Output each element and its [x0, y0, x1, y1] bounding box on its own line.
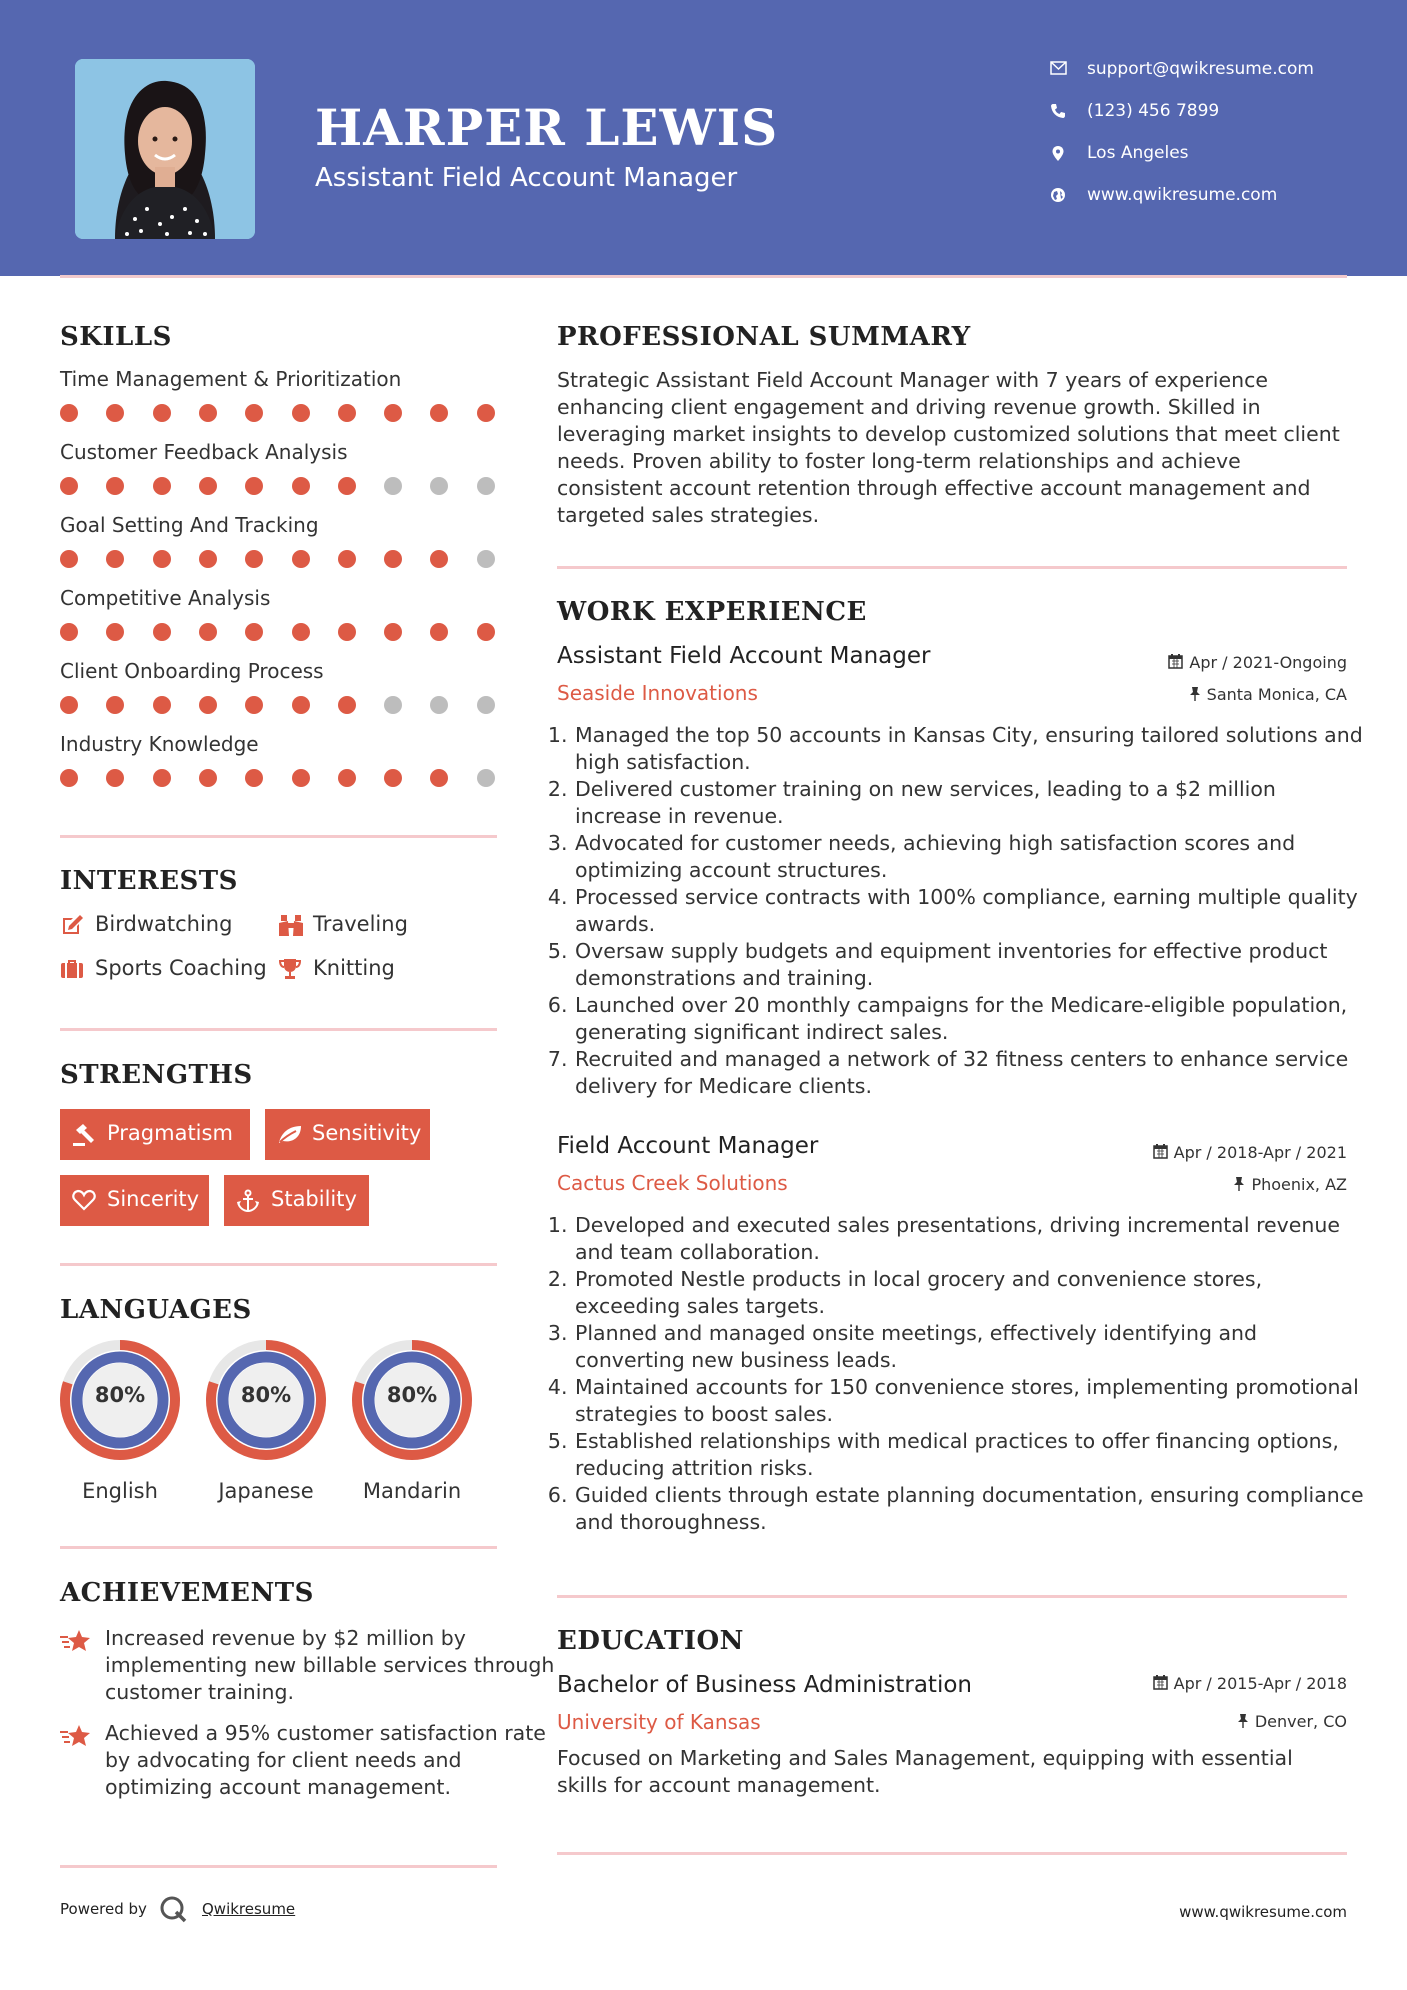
rating-dot-filled [430, 550, 448, 568]
summary-title: PROFESSIONAL SUMMARY [557, 322, 971, 352]
language-percent: 80% [240, 1383, 292, 1407]
envelope-icon [1050, 61, 1067, 75]
job-location [1189, 685, 1347, 704]
strength-sensitivity [265, 1109, 430, 1160]
interest-label: Knitting [313, 956, 395, 980]
footer-website[interactable]: www.qwikresume.com [1179, 1903, 1347, 1921]
powered-by [60, 1900, 296, 1918]
star-badge-icon [60, 1628, 92, 1654]
rating-dot-filled [153, 623, 171, 641]
skill-rating [60, 623, 500, 643]
briefcase-icon [60, 958, 84, 980]
responsibility-item: 7. Recruited and managed a network of 32 fitness centers to enhance service delivery for Medicare clients. [574, 1046, 1364, 1100]
interests-divider [60, 1028, 497, 1031]
rating-dot-filled [60, 769, 78, 787]
job-responsibilities [557, 722, 1364, 1100]
job-location [1233, 1175, 1347, 1194]
summary-text: Strategic Assistant Field Account Manager with 7 years of experience enhancing client engagement and driving revenue growth. Skilled in leveraging market insights to develop customized solutions that meet client needs. Proven ability to foster long-term relationships and achieve consistent account retention through effective account management and targeted sales strategies. [557, 368, 1340, 527]
rating-dot-filled [245, 550, 263, 568]
rating-dot-filled [430, 769, 448, 787]
education-location [1237, 1712, 1347, 1731]
language-percent: 80% [386, 1383, 438, 1407]
rating-dot-filled [199, 696, 217, 714]
achievements-title: ACHIEVEMENTS [60, 1578, 314, 1608]
rating-dot-empty [477, 696, 495, 714]
skill-label: Goal Setting And Tracking [60, 513, 319, 537]
education-text: Focused on Marketing and Sales Management, equipping with essential skills for account management. [557, 1746, 1293, 1797]
interests-title: INTERESTS [60, 866, 238, 896]
rating-dot-filled [384, 404, 402, 422]
rating-dot-filled [60, 477, 78, 495]
binoculars-icon [278, 914, 304, 938]
education-title: EDUCATION [557, 1626, 744, 1656]
education-dates [1153, 1674, 1347, 1693]
language-item [351, 1339, 473, 1503]
profile-photo [75, 59, 255, 239]
rating-dot-filled [477, 623, 495, 641]
rating-dot-filled [245, 769, 263, 787]
strengths-title: STRENGTHS [60, 1060, 253, 1090]
rating-dot-filled [245, 404, 263, 422]
strengths-divider [60, 1263, 497, 1266]
rating-dot-empty [477, 550, 495, 568]
powered-by-text: Powered by [60, 1900, 147, 1918]
rating-dot-filled [106, 623, 124, 641]
skills-divider [60, 835, 497, 838]
skill-rating [60, 550, 500, 570]
heart-icon [72, 1189, 96, 1211]
language-name: Japanese [218, 1479, 314, 1503]
rating-dot-filled [199, 550, 217, 568]
responsibility-item: 2. Delivered customer training on new services, leading to a $2 million increase in revenue. [574, 776, 1364, 830]
rating-dot-filled [153, 769, 171, 787]
responsibility-item: 4. Processed service contracts with 100% compliance, earning multiple quality awards. [574, 884, 1364, 938]
rating-dot-filled [384, 623, 402, 641]
job-dates-text: Apr / 2018-Apr / 2021 [1173, 1143, 1347, 1162]
rating-dot-filled [60, 623, 78, 641]
edit-icon [60, 914, 84, 936]
rating-dot-filled [199, 623, 217, 641]
rating-dot-filled [430, 404, 448, 422]
rating-dot-empty [477, 477, 495, 495]
globe-icon [1050, 187, 1066, 203]
pushpin-icon [1189, 686, 1201, 701]
candidate-name: HARPER LEWIS [315, 98, 779, 157]
rating-dot-filled [106, 769, 124, 787]
rating-dot-filled [153, 404, 171, 422]
header-underline [60, 275, 1347, 278]
skill-label: Industry Knowledge [60, 732, 259, 756]
language-item [205, 1339, 327, 1503]
interest-label: Sports Coaching [95, 956, 267, 980]
rating-dot-filled [106, 550, 124, 568]
rating-dot-filled [477, 404, 495, 422]
strength-label: Sensitivity [312, 1121, 422, 1145]
qwikresume-logo-icon [158, 1894, 188, 1924]
language-name: English [82, 1479, 158, 1503]
rating-dot-filled [199, 477, 217, 495]
skill-label: Competitive Analysis [60, 586, 271, 610]
skill-label: Time Management & Prioritization [60, 367, 402, 391]
rating-dot-filled [106, 477, 124, 495]
rating-dot-filled [292, 696, 310, 714]
language-name: Mandarin [362, 1479, 462, 1503]
job-title: Assistant Field Account Manager [557, 643, 931, 669]
gavel-icon [72, 1123, 96, 1147]
phone-icon [1050, 103, 1066, 119]
rating-dot-filled [106, 404, 124, 422]
responsibility-item: 5. Oversaw supply budgets and equipment inventories for effective product demonstrations and training. [574, 938, 1364, 992]
strength-label: Sincerity [107, 1187, 200, 1211]
education-location-text: Denver, CO [1254, 1712, 1347, 1731]
responsibility-item: 3. Planned and managed onsite meetings, effectively identifying and converting new business leads. [574, 1320, 1364, 1374]
rating-dot-empty [384, 477, 402, 495]
calendar-icon [1168, 654, 1183, 669]
rating-dot-filled [153, 696, 171, 714]
rating-dot-filled [245, 696, 263, 714]
rating-dot-filled [60, 404, 78, 422]
strength-stability [224, 1175, 369, 1226]
calendar-icon [1153, 1144, 1168, 1159]
contact-phone-text: (123) 456 7899 [1087, 101, 1220, 121]
rating-dot-filled [338, 696, 356, 714]
rating-dot-filled [245, 477, 263, 495]
rating-dot-filled [60, 696, 78, 714]
interest-label: Traveling [313, 912, 408, 936]
experience-divider [557, 1595, 1347, 1598]
contact-location-text: Los Angeles [1087, 143, 1189, 163]
strength-pragmatism [60, 1109, 250, 1160]
pushpin-icon [1233, 1176, 1245, 1191]
rating-dot-filled [199, 769, 217, 787]
pushpin-icon [1237, 1713, 1249, 1728]
job-company: Cactus Creek Solutions [557, 1171, 788, 1195]
achievement-text: Increased revenue by $2 million by implementing new billable services through customer training. [105, 1626, 555, 1704]
skills-title: SKILLS [60, 322, 172, 352]
anchor-icon [236, 1189, 260, 1213]
rating-dot-filled [338, 623, 356, 641]
resume-header [0, 0, 1407, 276]
job-dates [1153, 1143, 1347, 1162]
job-location-text: Santa Monica, CA [1206, 685, 1347, 704]
rating-dot-filled [338, 477, 356, 495]
leaf-icon [277, 1123, 303, 1145]
candidate-role: Assistant Field Account Manager [315, 163, 738, 193]
calendar-icon [1153, 1675, 1168, 1690]
profile-photo-image [75, 59, 255, 239]
experience-title: WORK EXPERIENCE [557, 597, 867, 627]
language-item [59, 1339, 181, 1503]
skill-rating [60, 404, 500, 424]
star-badge-icon [60, 1723, 92, 1749]
strength-sincerity [60, 1175, 209, 1226]
strength-label: Stability [271, 1187, 357, 1211]
rating-dot-empty [430, 696, 448, 714]
rating-dot-filled [292, 477, 310, 495]
rating-dot-empty [477, 769, 495, 787]
responsibility-item: 1. Developed and executed sales presentations, driving incremental revenue and team collaboration. [574, 1212, 1364, 1266]
language-percent: 80% [94, 1383, 146, 1407]
responsibility-item: 2. Promoted Nestle products in local grocery and convenience stores, exceeding sales targets. [574, 1266, 1364, 1320]
rating-dot-filled [338, 550, 356, 568]
responsibility-item: 6. Guided clients through estate planning documentation, ensuring compliance and thoroughness. [574, 1482, 1364, 1536]
contact-email-text: support@qwikresume.com [1087, 59, 1314, 79]
languages-title: LANGUAGES [60, 1295, 252, 1325]
education-dates-text: Apr / 2015-Apr / 2018 [1173, 1674, 1347, 1693]
rating-dot-filled [338, 769, 356, 787]
school-name: University of Kansas [557, 1710, 761, 1734]
contact-website-text: www.qwikresume.com [1087, 185, 1278, 205]
rating-dot-filled [292, 623, 310, 641]
qwikresume-link[interactable]: Qwikresume [202, 1900, 296, 1918]
map-pin-icon [1050, 145, 1066, 162]
rating-dot-filled [338, 404, 356, 422]
rating-dot-filled [245, 623, 263, 641]
job-title: Field Account Manager [557, 1133, 819, 1159]
rating-dot-filled [292, 550, 310, 568]
rating-dot-filled [292, 769, 310, 787]
job-dates [1168, 653, 1347, 672]
job-dates-text: Apr / 2021-Ongoing [1189, 653, 1347, 672]
skill-rating [60, 696, 500, 716]
responsibility-item: 1. Managed the top 50 accounts in Kansas City, ensuring tailored solutions and high satisfaction. [574, 722, 1364, 776]
interest-label: Birdwatching [95, 912, 233, 936]
trophy-icon [278, 958, 302, 980]
responsibility-item: 5. Established relationships with medical practices to offer financing options, reducing attrition risks. [574, 1428, 1364, 1482]
strength-label: Pragmatism [107, 1121, 233, 1145]
languages-divider [60, 1546, 497, 1549]
rating-dot-filled [153, 477, 171, 495]
rating-dot-filled [292, 404, 310, 422]
job-location-text: Phoenix, AZ [1251, 1175, 1347, 1194]
skill-rating [60, 477, 500, 497]
rating-dot-empty [384, 696, 402, 714]
rating-dot-filled [199, 404, 217, 422]
rating-dot-filled [384, 769, 402, 787]
rating-dot-filled [153, 550, 171, 568]
skill-rating [60, 769, 500, 789]
job-company: Seaside Innovations [557, 681, 758, 705]
skill-label: Customer Feedback Analysis [60, 440, 348, 464]
rating-dot-filled [60, 550, 78, 568]
degree-title: Bachelor of Business Administration [557, 1672, 972, 1698]
achievements-divider [60, 1865, 497, 1868]
summary-divider [557, 566, 1347, 569]
rating-dot-filled [106, 696, 124, 714]
responsibility-item: 3. Advocated for customer needs, achieving high satisfaction scores and optimizing account structures. [574, 830, 1364, 884]
rating-dot-filled [430, 623, 448, 641]
rating-dot-empty [430, 477, 448, 495]
responsibility-item: 4. Maintained accounts for 150 convenience stores, implementing promotional strategies to boost sales. [574, 1374, 1364, 1428]
education-divider [557, 1852, 1347, 1855]
achievement-text: Achieved a 95% customer satisfaction rate by advocating for client needs and optimizing account management. [105, 1721, 546, 1799]
rating-dot-filled [384, 550, 402, 568]
job-responsibilities [557, 1212, 1364, 1536]
responsibility-item: 6. Launched over 20 monthly campaigns for the Medicare-eligible population, generating significant indirect sales. [574, 992, 1364, 1046]
skill-label: Client Onboarding Process [60, 659, 324, 683]
